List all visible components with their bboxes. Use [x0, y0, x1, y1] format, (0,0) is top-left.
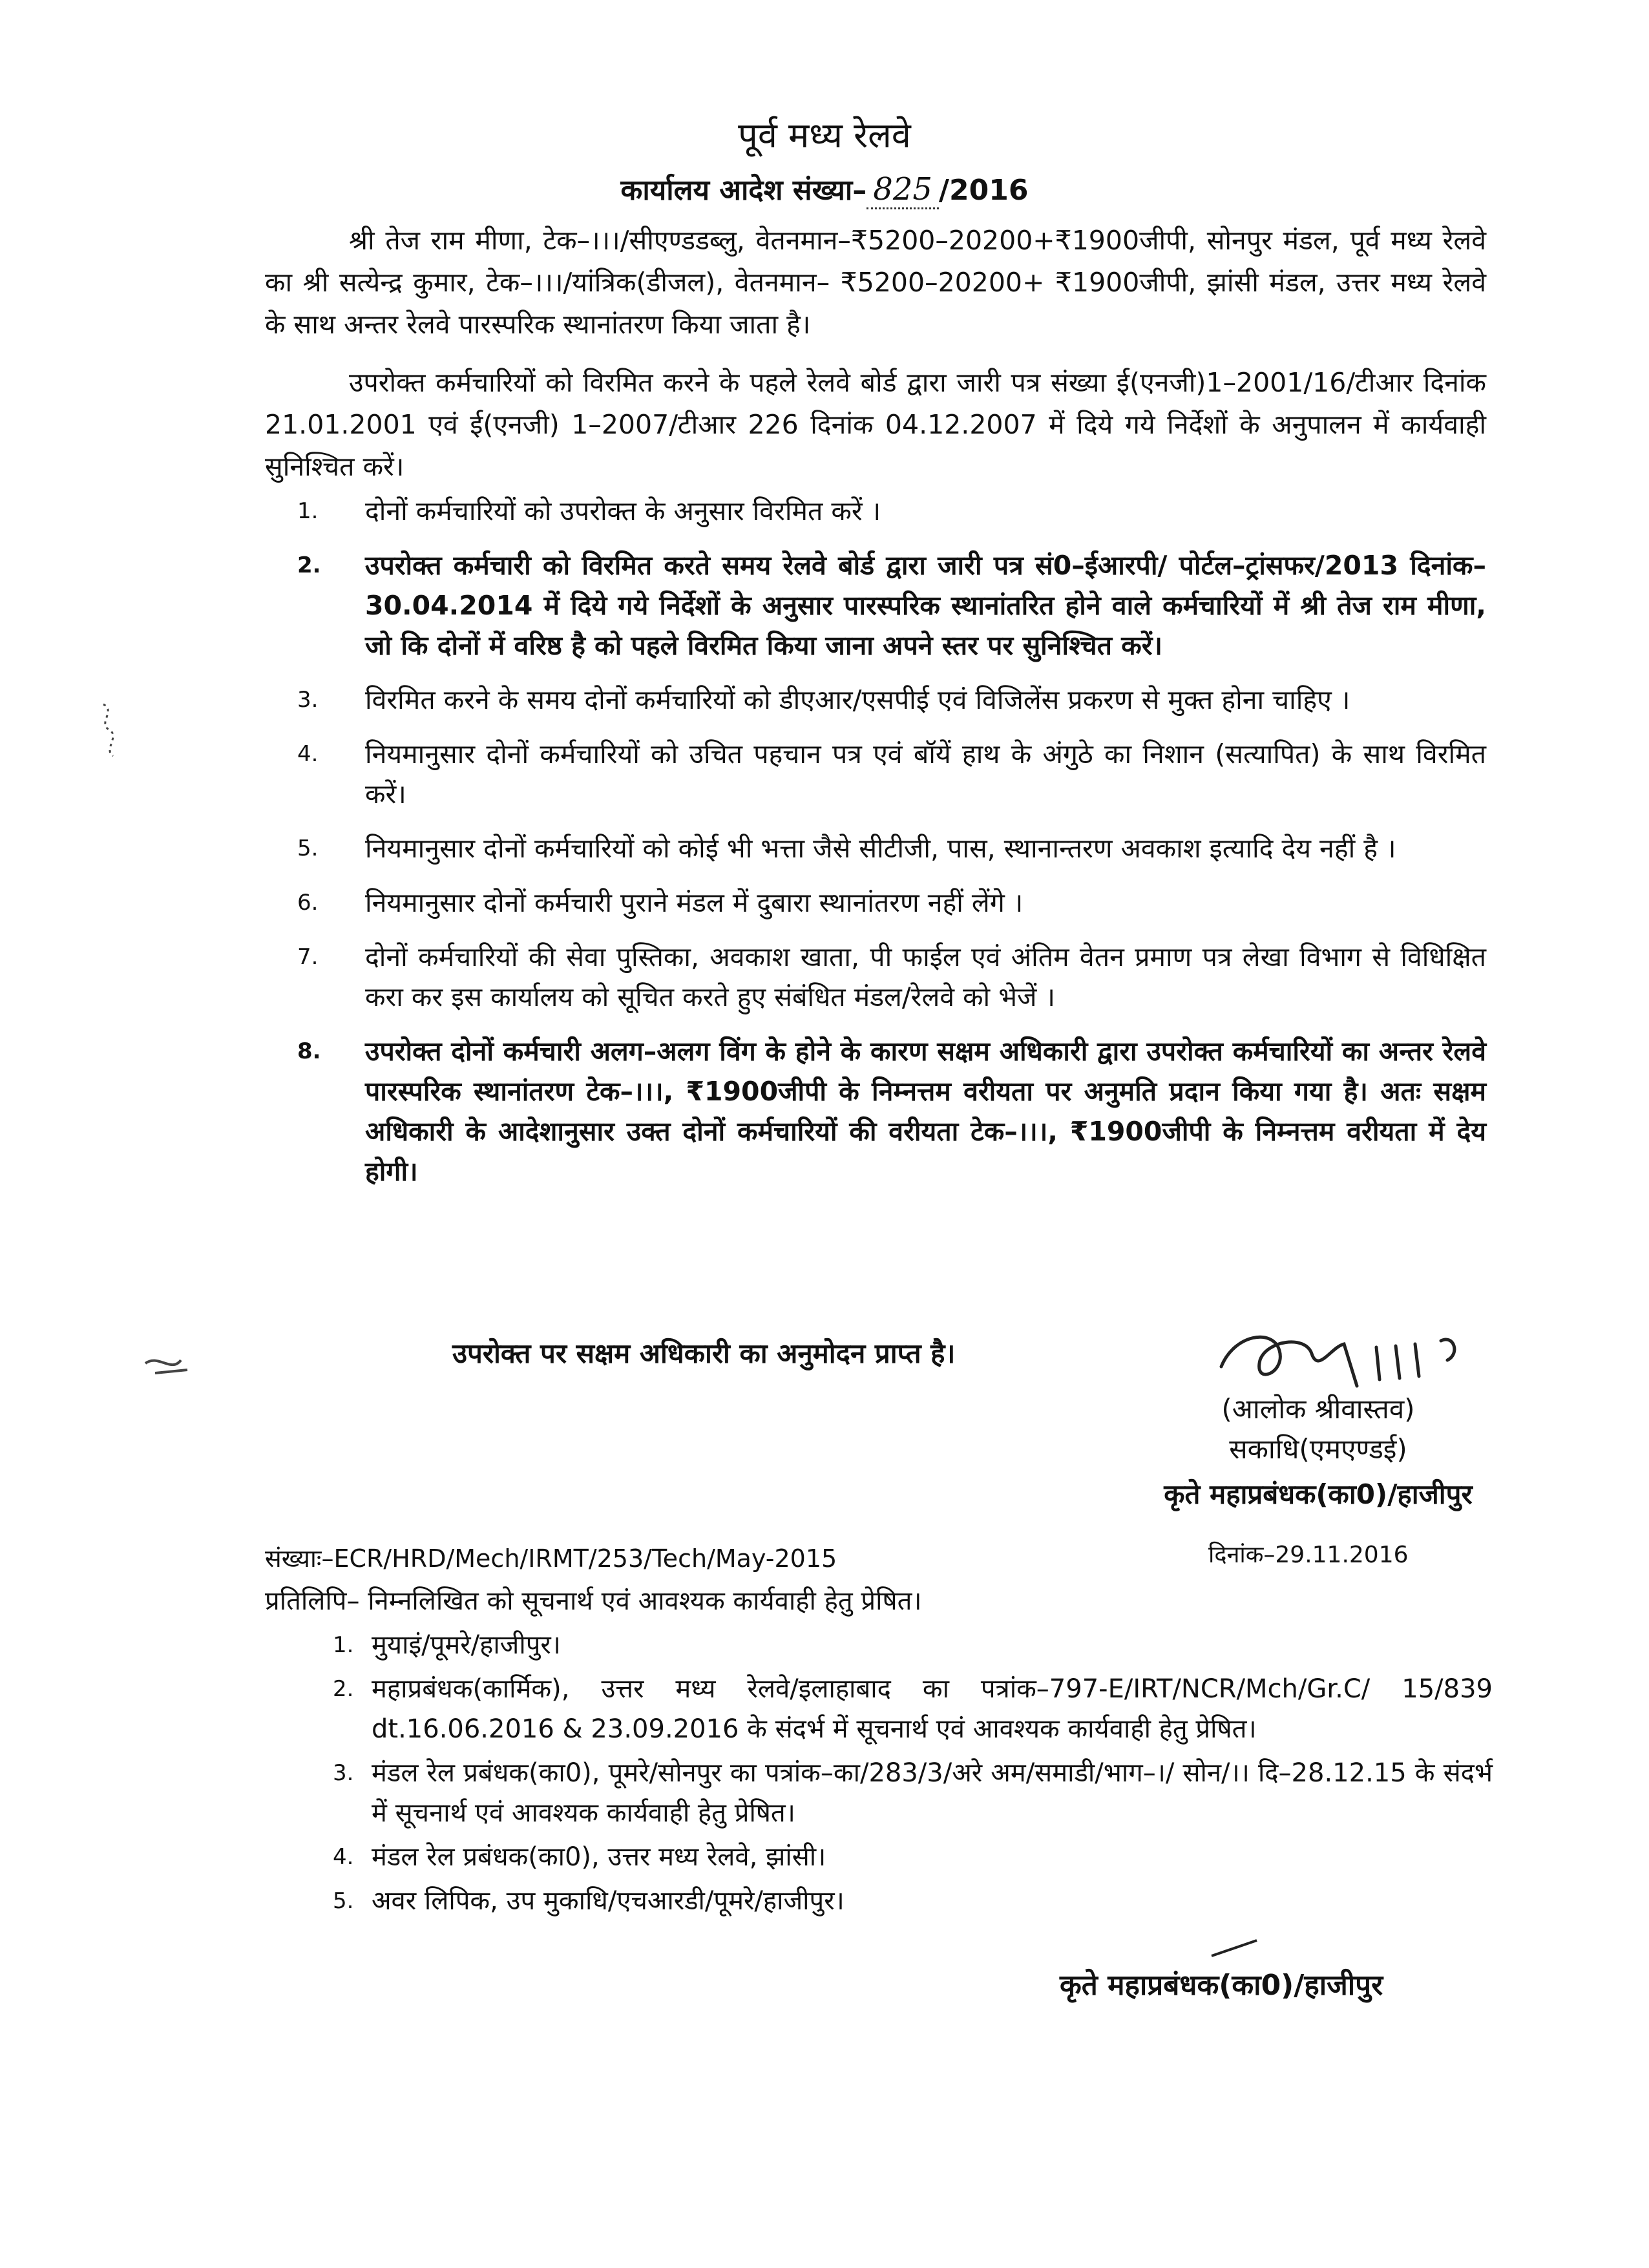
- scan-speck: [90, 698, 129, 762]
- instruction-list: [297, 491, 1486, 1206]
- instruction-item: [297, 1031, 1486, 1192]
- instruction-text: दोनों कर्मचारियों को उपरोक्त के अनुसार विरमित करें ।: [365, 496, 881, 527]
- page-title: पूर्व मध्य रेलवे: [738, 115, 911, 156]
- instruction-number: 8.: [297, 1038, 321, 1064]
- instruction-text: विरमित करने के समय दोनों कर्मचारियों को डीएआर/एसपीई एवं विजिलेंस प्रकरण से मुक्त होना चाहिए ।: [365, 684, 1350, 715]
- recipient-number: 2.: [333, 1676, 354, 1702]
- instruction-text: नियमानुसार दोनों कर्मचारियों को उचित पहचान पत्र एवं बॉयें हाथ के अंगुठे का निशान (सत्यापित) के साथ विरमित करें।: [365, 739, 1486, 810]
- instruction-number: 3.: [297, 687, 319, 713]
- recipient-text: मंडल रेल प्रबंधक(का0), पूमरे/सोनपुर का पत्रांक–का/283/3/अरे अम/समाडी/भाग–।/ सोन/।। दि–28.12.15 के संदर्भ में सूचनार्थ एवं आवश्यक कार्यवाही हेतु प्रेषित।: [372, 1758, 1493, 1828]
- instruction-item: [297, 680, 1486, 720]
- recipient-text: अवर लिपिक, उप मुकाधि/एचआरडी/पूमरे/हाजीपुर।: [372, 1886, 845, 1916]
- document-date: दिनांक–29.11.2016: [1208, 1542, 1409, 1568]
- instruction-number: 5.: [297, 835, 319, 861]
- instruction-number: 4.: [297, 741, 319, 767]
- instruction-text: उपरोक्त दोनों कर्मचारी अलग–अलग विंग के होने के कारण सक्षम अधिकारी द्वारा उपरोक्त कर्मचारियों का अन्तर रेलवे पारस्परिक स्थानांतरण टेक–।।।, ₹1900जीपी के निम्नत्तम वरीयता पर अनुमति प्रदान किया गया है। अतः सक्षम अधिकारी के आदेशानुसार उक्त दोनों कर्मचारियों की वरीयता टेक–।।।, ₹1900जीपी के निम्नत्तम वरीयता में देय होगी।: [365, 1036, 1486, 1187]
- order-label: कार्यालय आदेश संख्या–: [620, 174, 867, 207]
- recipient-item: [333, 1881, 1493, 1921]
- instruction-item: [297, 491, 1486, 531]
- signatory-designation: सकाधि(एमएण्डई): [1229, 1433, 1407, 1465]
- instruction-item: [297, 734, 1486, 814]
- order-number-line: [0, 169, 1649, 208]
- paragraph-instructions-intro: उपरोक्त कर्मचारियों को विरमित करने के पहले रेलवे बोर्ड द्वारा जारी पत्र संख्या ई(एनजी)1–2001/16/टीआर दिनांक 21.01.2001 एवं ई(एनजी) 1–2007/टीआर 226 दिनांक 04.12.2007 में दिये गये निर्देशों के अनुपालन में कार्यवाही सुनिश्चित करें।: [265, 367, 1486, 482]
- instruction-number: 6.: [297, 890, 319, 916]
- recipient-item: [333, 1625, 1493, 1665]
- order-number: 825: [867, 171, 939, 209]
- recipient-list: [333, 1625, 1493, 1925]
- instruction-item: [297, 545, 1486, 666]
- recipient-item: [333, 1669, 1493, 1749]
- recipient-text: मंडल रेल प्रबंधक(का0), उत्तर मध्य रेलवे, झांसी।: [372, 1842, 826, 1872]
- instruction-item: [297, 937, 1486, 1017]
- recipient-text: महाप्रबंधक(कार्मिक), उत्तर मध्य रेलवे/इलाहाबाद का पत्रांक–797-E/IRT/NCR/Mch/Gr.C/ 15/839 dt.16.06.2016 & 23.09.2016 के संदर्भ में सूचनार्थ एवं आवश्यक कार्यवाही हेतु प्रेषित।: [372, 1674, 1493, 1744]
- recipient-item: [333, 1753, 1493, 1833]
- signatory-on-behalf: कृते महाप्रबंधक(का0)/हाजीपुर: [1164, 1478, 1473, 1510]
- footer-on-behalf: कृते महाप्रबंधक(का0)/हाजीपुर: [1060, 1969, 1383, 2002]
- signatory-name: (आलोक श्रीवास्तव): [1221, 1393, 1415, 1425]
- recipient-number: 4.: [333, 1844, 354, 1870]
- recipient-number: 5.: [333, 1888, 354, 1914]
- copy-to-heading: प्रतिलिपि– निम्नलिखित को सूचनार्थ एवं आवश्यक कार्यवाही हेतु प्रेषित।: [265, 1586, 922, 1616]
- scan-speck: [142, 1350, 194, 1383]
- initial-mark: [1208, 1935, 1260, 1961]
- order-year: /2016: [938, 174, 1029, 207]
- instruction-number: 2.: [297, 552, 321, 578]
- reference-number: संख्याः–ECR/HRD/Mech/IRMT/253/Tech/May-2015: [265, 1544, 837, 1573]
- instruction-number: 1.: [297, 498, 319, 524]
- instruction-item: [297, 883, 1486, 923]
- approval-note: उपरोक्त पर सक्षम अधिकारी का अनुमोदन प्राप्त है।: [452, 1338, 956, 1369]
- instruction-text: उपरोक्त कर्मचारी को विरमित करते समय रेलवे बोर्ड द्वारा जारी पत्र सं0–ईआरपी/ पोर्टल–ट्रांसफर/2013 दिनांक–30.04.2014 में दिये गये निर्देशों के अनुसार पारस्परिक स्थानांतरित होने वाले कर्मचारियों में श्री तेज राम मीणा, जो कि दोनों में वरिष्ठ है को पहले विरमित किया जाना अपने स्तर पर सुनिश्चित करें।: [365, 550, 1486, 661]
- instruction-item: [297, 828, 1486, 868]
- recipient-number: 3.: [333, 1760, 354, 1786]
- recipient-item: [333, 1837, 1493, 1877]
- instruction-text: दोनों कर्मचारियों की सेवा पुस्तिका, अवकाश खाता, पी फाईल एवं अंतिम वेतन प्रमाण पत्र लेखा विभाग से विधिक्षित करा कर इस कार्यालय को सूचित करते हुए संबंधित मंडल/रेलवे को भेजें ।: [365, 941, 1486, 1013]
- recipient-number: 1.: [333, 1632, 354, 1658]
- recipient-text: मुयाइं/पूमरे/हाजीपुर।: [372, 1630, 561, 1660]
- instruction-number: 7.: [297, 944, 319, 970]
- paragraph-transfer: श्री तेज राम मीणा, टेक–।।।/सीएण्डडब्लु, वेतनमान–₹5200–20200+₹1900जीपी, सोनपुर मंडल, पूर्व मध्य रेलवे का श्री सत्येन्द्र कुमार, टेक–।।।/यांत्रिक(डीजल), वेतनमान– ₹5200–20200+ ₹1900जीपी, झांसी मंडल, उत्तर मध्य रेलवे के साथ अन्तर रेलवे पारस्परिक स्थानांतरण किया जाता है।: [265, 225, 1486, 340]
- instruction-text: नियमानुसार दोनों कर्मचारी पुराने मंडल में दुबारा स्थानांतरण नहीं लेंगे ।: [365, 887, 1024, 918]
- instruction-text: नियमानुसार दोनों कर्मचारियों को कोई भी भत्ता जैसे सीटीजी, पास, स्थानान्तरण अवकाश इत्यादि देय नहीं है ।: [365, 833, 1396, 864]
